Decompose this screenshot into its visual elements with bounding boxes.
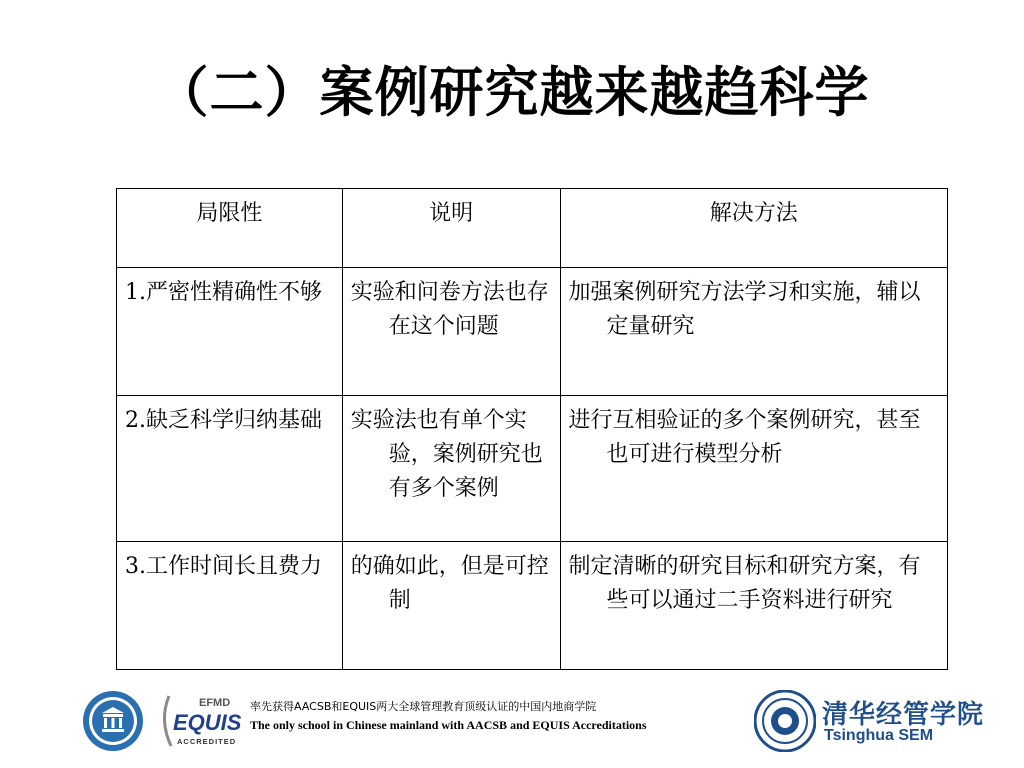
equis-top-text: EFMD bbox=[199, 697, 231, 709]
cell-text: 2.缺乏科学归纳基础 bbox=[125, 408, 322, 433]
equis-logo-icon bbox=[155, 690, 245, 752]
footer-en-text: The only school in Chinese mainland with AACSB and EQUIS Accreditations bbox=[250, 718, 647, 732]
cell-text: 实验和问卷方法也存在这个问题 bbox=[350, 280, 549, 339]
table-cell bbox=[342, 542, 560, 670]
comparison-table bbox=[116, 188, 948, 670]
table-cell bbox=[560, 396, 948, 542]
cell-text: 1.严密性精确性不够 bbox=[125, 280, 322, 305]
cell-text: 的确如此，但是可控制 bbox=[350, 554, 549, 613]
table-row bbox=[117, 396, 948, 542]
table-row bbox=[117, 268, 948, 396]
header-cell-limitation: 局限性 bbox=[117, 189, 343, 268]
equis-sub-text: ACCREDITED bbox=[177, 737, 237, 746]
equis-main-text: EQUIS bbox=[173, 710, 242, 735]
school-name-en: Tsinghua SEM bbox=[824, 727, 934, 744]
cell-text: 加强案例研究方法学习和实施，辅以定量研究 bbox=[568, 280, 921, 339]
slide-title: （二）案例研究越来越趋科学 bbox=[154, 60, 870, 124]
cell-text: 实验法也有单个实验，案例研究也有多个案例 bbox=[350, 408, 543, 501]
table-cell bbox=[117, 396, 343, 542]
tsinghua-seal-icon bbox=[754, 690, 816, 752]
table-cell bbox=[342, 268, 560, 396]
cell-text: 进行互相验证的多个案例研究，甚至也可进行模型分析 bbox=[568, 408, 921, 467]
table-cell bbox=[117, 268, 343, 396]
table-cell bbox=[342, 396, 560, 542]
footer-cn-text: 率先获得AACSB和EQUIS两大全球管理教育顶级认证的中国内地商学院 bbox=[250, 700, 597, 713]
school-name-cn: 清华经管学院 bbox=[822, 700, 985, 730]
cell-text: 3.工作时间长且费力 bbox=[125, 554, 322, 579]
aacsb-seal-icon bbox=[82, 690, 144, 752]
header-cell-solution: 解决方法 bbox=[560, 189, 948, 268]
cell-text: 制定清晰的研究目标和研究方案，有些可以通过二手资料进行研究 bbox=[568, 554, 921, 613]
table-header-row bbox=[117, 189, 948, 268]
table-cell bbox=[560, 268, 948, 396]
table-cell bbox=[117, 542, 343, 670]
header-cell-explanation: 说明 bbox=[342, 189, 560, 268]
table-cell bbox=[560, 542, 948, 670]
table-row bbox=[117, 542, 948, 670]
